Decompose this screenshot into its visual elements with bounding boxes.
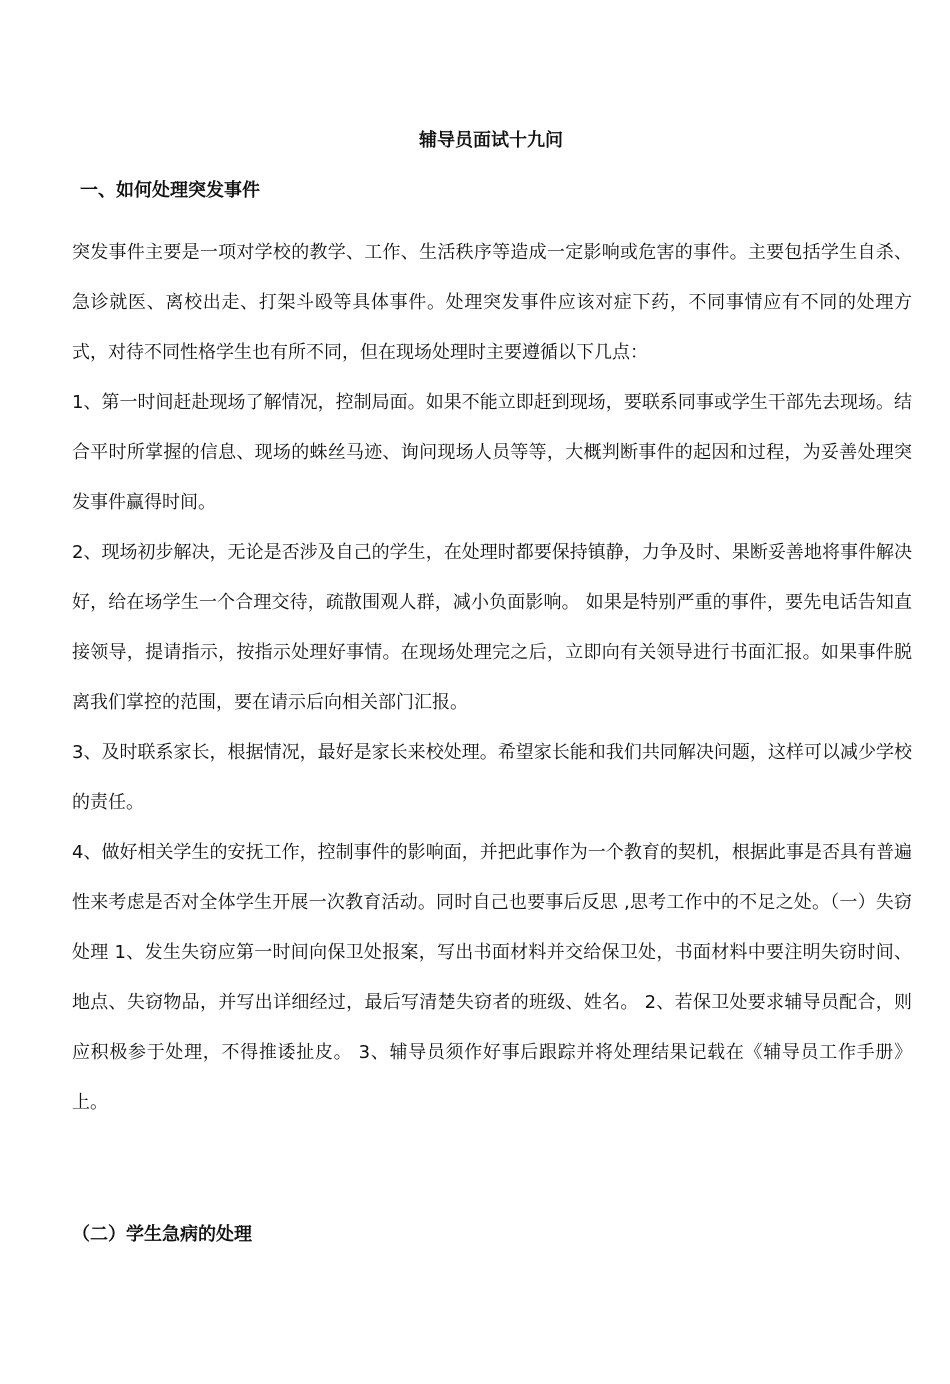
sub-heading: （二）学生急病的处理: [72, 1224, 252, 1245]
paragraph-step-1: 1、第一时间赶赴现场了解情况，控制局面。如果不能立即赶到现场，要联系同事或学生干部先去现场。结合平时所掌握的信息、现场的蛛丝马迹、询问现场人员等等，大概判断事件的起因和过程，为妥善处理突发事件赢得时间。: [72, 392, 912, 513]
document-title: 辅导员面试十九问: [419, 130, 563, 151]
section-heading: 一、如何处理突发事件: [80, 180, 260, 201]
document-body: [72, 228, 912, 1128]
paragraph-step-3: 3、及时联系家长，根据情况，最好是家长来校处理。希望家长能和我们共同解决问题，这样可以减少学校的责任。: [72, 742, 912, 813]
paragraph-intro: 突发事件主要是一项对学校的教学、工作、生活秩序等造成一定影响或危害的事件。主要包括学生自杀、急诊就医、离校出走、打架斗殴等具体事件。处理突发事件应该对症下药，不同事情应有不同的处理方式，对待不同性格学生也有所不同，但在现场处理时主要遵循以下几点：: [72, 242, 912, 363]
paragraph-step-2: 2、现场初步解决，无论是否涉及自己的学生，在处理时都要保持镇静，力争及时、果断妥善地将事件解决好，给在场学生一个合理交待，疏散围观人群，减小负面影响。 如果是特别严重的事件，要先电话告知直接领导，提请指示，按指示处理好事情。在现场处理完之后，立即向有关领导进行书面汇报。如果事件脱离我们掌控的范围，要在请示后向相关部门汇报。: [72, 542, 912, 713]
paragraph-step-4: 4、做好相关学生的安抚工作，控制事件的影响面，并把此事作为一个教育的契机，根据此事是否具有普遍性来考虑是否对全体学生开展一次教育活动。同时自己也要事后反思 ,思考工作中的不足之处。（一）失窃处理 1、发生失窃应第一时间向保卫处报案，写出书面材料并交给保卫处，书面材料中要注明失窃时间、地点、失窃物品，并写出详细经过，最后写清楚失窃者的班级、姓名。 2、若保卫处要求辅导员配合，则应积极参于处理，不得推诿扯皮。 3、辅导员须作好事后跟踪并将处理结果记载在《辅导员工作手册》上。: [72, 842, 912, 1113]
